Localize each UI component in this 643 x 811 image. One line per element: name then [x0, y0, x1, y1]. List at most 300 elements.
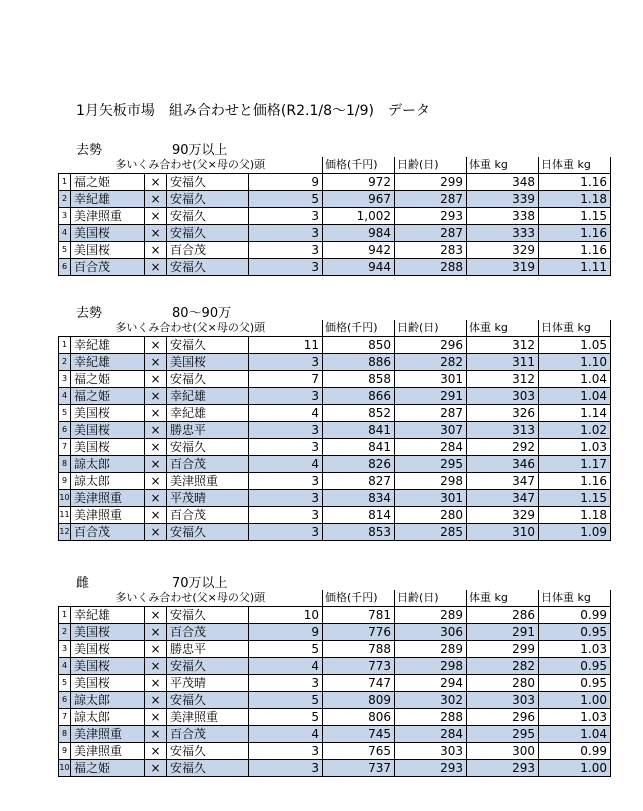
row-number: 3 [59, 208, 71, 225]
dam-sire-cell: 安福久 [167, 658, 249, 675]
dam-sire-cell: 美津照重 [167, 709, 249, 726]
header-row [59, 590, 611, 607]
weight-cell: 299 [467, 641, 539, 658]
row-number: 9 [59, 743, 71, 760]
price-cell: 984 [323, 225, 395, 242]
sire-cell: 美国桜 [71, 405, 145, 422]
count-cell: 10 [249, 607, 323, 624]
row-number: 10 [59, 490, 71, 507]
cross-mark: × [145, 371, 167, 388]
dam-sire-cell: 平茂晴 [167, 490, 249, 507]
row-number: 6 [59, 259, 71, 276]
page-title: 1月矢板市場 組み合わせと価格(R2.1/8〜1/9) データ [76, 103, 430, 119]
section-range: 70万以上 [172, 576, 228, 591]
row-number: 1 [59, 607, 71, 624]
weight-cell: 291 [467, 624, 539, 641]
cross-mark: × [145, 743, 167, 760]
cross-mark: × [145, 259, 167, 276]
cross-mark: × [145, 524, 167, 541]
sire-cell: 福之姫 [71, 760, 145, 777]
cross-mark: × [145, 242, 167, 259]
header-row [59, 157, 611, 174]
price-cell: 852 [323, 405, 395, 422]
row-number: 12 [59, 524, 71, 541]
count-cell: 7 [249, 371, 323, 388]
header-daily-weight: 日体重 kg [539, 320, 611, 337]
table-row [59, 191, 611, 208]
section-label-3 [76, 572, 228, 591]
header-weight: 体重 kg [467, 320, 539, 337]
sire-cell: 美津照重 [71, 507, 145, 524]
cross-mark: × [145, 422, 167, 439]
dam-sire-cell: 幸紀雄 [167, 388, 249, 405]
table-row [59, 354, 611, 371]
row-number: 7 [59, 439, 71, 456]
cross-mark: × [145, 208, 167, 225]
header-age: 日齢(日) [395, 157, 467, 174]
dam-sire-cell: 安福久 [167, 259, 249, 276]
weight-cell: 286 [467, 607, 539, 624]
header-combination: 多いくみ合わせ(父×母の父)頭 [59, 590, 323, 607]
dam-sire-cell: 百合茂 [167, 624, 249, 641]
dam-sire-cell: 勝忠平 [167, 422, 249, 439]
price-cell: 841 [323, 422, 395, 439]
table-row [59, 439, 611, 456]
count-cell: 3 [249, 524, 323, 541]
age-cell: 298 [395, 473, 467, 490]
age-cell: 299 [395, 174, 467, 191]
table-row [59, 607, 611, 624]
weight-cell: 293 [467, 760, 539, 777]
age-cell: 294 [395, 675, 467, 692]
weight-cell: 282 [467, 658, 539, 675]
data-table-2 [58, 320, 611, 541]
age-cell: 284 [395, 726, 467, 743]
sire-cell: 幸紀雄 [71, 607, 145, 624]
cross-mark: × [145, 607, 167, 624]
cross-mark: × [145, 388, 167, 405]
table-row [59, 405, 611, 422]
table-row [59, 242, 611, 259]
age-cell: 280 [395, 507, 467, 524]
row-number: 2 [59, 191, 71, 208]
row-number: 5 [59, 405, 71, 422]
price-cell: 814 [323, 507, 395, 524]
age-cell: 284 [395, 439, 467, 456]
row-number: 11 [59, 507, 71, 524]
age-cell: 301 [395, 371, 467, 388]
dam-sire-cell: 安福久 [167, 337, 249, 354]
row-number: 5 [59, 242, 71, 259]
price-cell: 886 [323, 354, 395, 371]
cross-mark: × [145, 191, 167, 208]
dam-sire-cell: 安福久 [167, 225, 249, 242]
price-cell: 806 [323, 709, 395, 726]
sire-cell: 百合茂 [71, 259, 145, 276]
age-cell: 287 [395, 225, 467, 242]
table-row [59, 259, 611, 276]
count-cell: 4 [249, 405, 323, 422]
header-price: 価格(千円) [323, 157, 395, 174]
daily-weight-cell: 1.11 [539, 259, 611, 276]
header-row [59, 320, 611, 337]
age-cell: 296 [395, 337, 467, 354]
price-cell: 809 [323, 692, 395, 709]
table-row [59, 174, 611, 191]
sire-cell: 幸紀雄 [71, 191, 145, 208]
weight-cell: 339 [467, 191, 539, 208]
row-number: 4 [59, 388, 71, 405]
weight-cell: 310 [467, 524, 539, 541]
table-row [59, 709, 611, 726]
count-cell: 3 [249, 473, 323, 490]
count-cell: 3 [249, 490, 323, 507]
age-cell: 302 [395, 692, 467, 709]
age-cell: 291 [395, 388, 467, 405]
cross-mark: × [145, 658, 167, 675]
dam-sire-cell: 勝忠平 [167, 641, 249, 658]
section-range: 80〜90万 [172, 306, 232, 321]
cross-mark: × [145, 354, 167, 371]
daily-weight-cell: 1.18 [539, 507, 611, 524]
count-cell: 4 [249, 726, 323, 743]
sire-cell: 百合茂 [71, 524, 145, 541]
daily-weight-cell: 0.95 [539, 675, 611, 692]
table-row [59, 473, 611, 490]
age-cell: 306 [395, 624, 467, 641]
sire-cell: 幸紀雄 [71, 337, 145, 354]
daily-weight-cell: 1.04 [539, 388, 611, 405]
sire-cell: 美国桜 [71, 439, 145, 456]
dam-sire-cell: 安福久 [167, 191, 249, 208]
cross-mark: × [145, 337, 167, 354]
daily-weight-cell: 0.95 [539, 624, 611, 641]
table-row [59, 371, 611, 388]
sire-cell: 美国桜 [71, 675, 145, 692]
age-cell: 282 [395, 354, 467, 371]
count-cell: 9 [249, 624, 323, 641]
section-sex: 去勢 [76, 143, 103, 158]
sire-cell: 諒太郎 [71, 473, 145, 490]
cross-mark: × [145, 456, 167, 473]
header-combination: 多いくみ合わせ(父×母の父)頭 [59, 320, 323, 337]
dam-sire-cell: 百合茂 [167, 507, 249, 524]
price-cell: 834 [323, 490, 395, 507]
table-row [59, 225, 611, 242]
sire-cell: 美国桜 [71, 225, 145, 242]
header-daily-weight: 日体重 kg [539, 590, 611, 607]
table-row [59, 456, 611, 473]
table-row [59, 208, 611, 225]
dam-sire-cell: 安福久 [167, 743, 249, 760]
header-age: 日齢(日) [395, 320, 467, 337]
count-cell: 3 [249, 208, 323, 225]
weight-cell: 303 [467, 692, 539, 709]
sire-cell: 諒太郎 [71, 456, 145, 473]
cross-mark: × [145, 439, 167, 456]
table-row [59, 726, 611, 743]
count-cell: 5 [249, 641, 323, 658]
count-cell: 5 [249, 709, 323, 726]
daily-weight-cell: 1.03 [539, 709, 611, 726]
dam-sire-cell: 美津照重 [167, 473, 249, 490]
cross-mark: × [145, 405, 167, 422]
count-cell: 3 [249, 225, 323, 242]
sire-cell: 美津照重 [71, 208, 145, 225]
dam-sire-cell: 安福久 [167, 692, 249, 709]
daily-weight-cell: 1.10 [539, 354, 611, 371]
count-cell: 3 [249, 507, 323, 524]
price-cell: 942 [323, 242, 395, 259]
row-number: 1 [59, 337, 71, 354]
weight-cell: 296 [467, 709, 539, 726]
daily-weight-cell: 1.17 [539, 456, 611, 473]
count-cell: 3 [249, 760, 323, 777]
dam-sire-cell: 安福久 [167, 524, 249, 541]
table-row [59, 760, 611, 777]
dam-sire-cell: 百合茂 [167, 242, 249, 259]
count-cell: 4 [249, 456, 323, 473]
cross-mark: × [145, 490, 167, 507]
cross-mark: × [145, 473, 167, 490]
sire-cell: 幸紀雄 [71, 354, 145, 371]
age-cell: 307 [395, 422, 467, 439]
table-row [59, 507, 611, 524]
age-cell: 283 [395, 242, 467, 259]
dam-sire-cell: 幸紀雄 [167, 405, 249, 422]
daily-weight-cell: 1.00 [539, 692, 611, 709]
weight-cell: 329 [467, 242, 539, 259]
count-cell: 3 [249, 242, 323, 259]
row-number: 2 [59, 624, 71, 641]
daily-weight-cell: 1.14 [539, 405, 611, 422]
sire-cell: 美国桜 [71, 658, 145, 675]
daily-weight-cell: 1.03 [539, 439, 611, 456]
price-cell: 944 [323, 259, 395, 276]
cross-mark: × [145, 692, 167, 709]
count-cell: 3 [249, 259, 323, 276]
dam-sire-cell: 安福久 [167, 174, 249, 191]
price-cell: 776 [323, 624, 395, 641]
weight-cell: 295 [467, 726, 539, 743]
weight-cell: 280 [467, 675, 539, 692]
price-cell: 745 [323, 726, 395, 743]
cross-mark: × [145, 709, 167, 726]
row-number: 5 [59, 675, 71, 692]
header-price: 価格(千円) [323, 590, 395, 607]
header-price: 価格(千円) [323, 320, 395, 337]
row-number: 9 [59, 473, 71, 490]
price-cell: 1,002 [323, 208, 395, 225]
header-combination: 多いくみ合わせ(父×母の父)頭 [59, 157, 323, 174]
row-number: 8 [59, 456, 71, 473]
weight-cell: 312 [467, 371, 539, 388]
age-cell: 289 [395, 607, 467, 624]
weight-cell: 319 [467, 259, 539, 276]
sire-cell: 美国桜 [71, 242, 145, 259]
sire-cell: 福之姫 [71, 174, 145, 191]
age-cell: 285 [395, 524, 467, 541]
daily-weight-cell: 0.99 [539, 743, 611, 760]
row-number: 2 [59, 354, 71, 371]
data-table-3 [58, 590, 611, 777]
count-cell: 3 [249, 354, 323, 371]
weight-cell: 303 [467, 388, 539, 405]
cross-mark: × [145, 641, 167, 658]
price-cell: 850 [323, 337, 395, 354]
row-number: 1 [59, 174, 71, 191]
table-row [59, 337, 611, 354]
header-daily-weight: 日体重 kg [539, 157, 611, 174]
price-cell: 853 [323, 524, 395, 541]
age-cell: 301 [395, 490, 467, 507]
price-cell: 788 [323, 641, 395, 658]
table-row [59, 675, 611, 692]
cross-mark: × [145, 624, 167, 641]
row-number: 8 [59, 726, 71, 743]
weight-cell: 329 [467, 507, 539, 524]
weight-cell: 326 [467, 405, 539, 422]
dam-sire-cell: 平茂晴 [167, 675, 249, 692]
daily-weight-cell: 1.16 [539, 225, 611, 242]
data-table-1 [58, 157, 611, 276]
age-cell: 293 [395, 208, 467, 225]
daily-weight-cell: 1.09 [539, 524, 611, 541]
table-row [59, 422, 611, 439]
price-cell: 765 [323, 743, 395, 760]
table-row [59, 658, 611, 675]
age-cell: 288 [395, 709, 467, 726]
age-cell: 287 [395, 405, 467, 422]
weight-cell: 338 [467, 208, 539, 225]
count-cell: 3 [249, 439, 323, 456]
price-cell: 841 [323, 439, 395, 456]
row-number: 10 [59, 760, 71, 777]
price-cell: 866 [323, 388, 395, 405]
sire-cell: 美津照重 [71, 726, 145, 743]
table-row [59, 692, 611, 709]
section-label-2 [76, 302, 231, 321]
age-cell: 298 [395, 658, 467, 675]
cross-mark: × [145, 507, 167, 524]
weight-cell: 348 [467, 174, 539, 191]
table-row [59, 624, 611, 641]
price-cell: 858 [323, 371, 395, 388]
price-cell: 826 [323, 456, 395, 473]
daily-weight-cell: 1.18 [539, 191, 611, 208]
dam-sire-cell: 安福久 [167, 208, 249, 225]
age-cell: 289 [395, 641, 467, 658]
daily-weight-cell: 1.04 [539, 726, 611, 743]
daily-weight-cell: 1.04 [539, 371, 611, 388]
daily-weight-cell: 1.16 [539, 242, 611, 259]
section-sex: 去勢 [76, 306, 103, 321]
dam-sire-cell: 美国桜 [167, 354, 249, 371]
dam-sire-cell: 安福久 [167, 760, 249, 777]
daily-weight-cell: 0.95 [539, 658, 611, 675]
count-cell: 11 [249, 337, 323, 354]
header-weight: 体重 kg [467, 157, 539, 174]
row-number: 4 [59, 225, 71, 242]
sire-cell: 美津照重 [71, 490, 145, 507]
weight-cell: 300 [467, 743, 539, 760]
dam-sire-cell: 百合茂 [167, 726, 249, 743]
price-cell: 781 [323, 607, 395, 624]
daily-weight-cell: 1.15 [539, 490, 611, 507]
daily-weight-cell: 1.05 [539, 337, 611, 354]
price-cell: 737 [323, 760, 395, 777]
row-number: 4 [59, 658, 71, 675]
table-row [59, 524, 611, 541]
section-sex: 雌 [76, 576, 90, 591]
weight-cell: 313 [467, 422, 539, 439]
daily-weight-cell: 1.15 [539, 208, 611, 225]
weight-cell: 333 [467, 225, 539, 242]
row-number: 6 [59, 692, 71, 709]
price-cell: 773 [323, 658, 395, 675]
sire-cell: 美国桜 [71, 624, 145, 641]
count-cell: 5 [249, 191, 323, 208]
age-cell: 303 [395, 743, 467, 760]
table-row [59, 743, 611, 760]
count-cell: 9 [249, 174, 323, 191]
count-cell: 3 [249, 743, 323, 760]
daily-weight-cell: 0.99 [539, 607, 611, 624]
weight-cell: 346 [467, 456, 539, 473]
table-row [59, 641, 611, 658]
daily-weight-cell: 1.16 [539, 473, 611, 490]
count-cell: 3 [249, 422, 323, 439]
header-age: 日齢(日) [395, 590, 467, 607]
sire-cell: 美津照重 [71, 743, 145, 760]
sire-cell: 美国桜 [71, 422, 145, 439]
weight-cell: 347 [467, 490, 539, 507]
header-weight: 体重 kg [467, 590, 539, 607]
count-cell: 3 [249, 388, 323, 405]
price-cell: 967 [323, 191, 395, 208]
price-cell: 972 [323, 174, 395, 191]
section-range: 90万以上 [172, 143, 228, 158]
age-cell: 295 [395, 456, 467, 473]
dam-sire-cell: 安福久 [167, 607, 249, 624]
cross-mark: × [145, 225, 167, 242]
price-cell: 827 [323, 473, 395, 490]
row-number: 3 [59, 641, 71, 658]
table-row [59, 490, 611, 507]
count-cell: 4 [249, 658, 323, 675]
age-cell: 287 [395, 191, 467, 208]
weight-cell: 292 [467, 439, 539, 456]
daily-weight-cell: 1.03 [539, 641, 611, 658]
sire-cell: 福之姫 [71, 388, 145, 405]
age-cell: 293 [395, 760, 467, 777]
row-number: 6 [59, 422, 71, 439]
cross-mark: × [145, 675, 167, 692]
price-cell: 747 [323, 675, 395, 692]
dam-sire-cell: 安福久 [167, 439, 249, 456]
sire-cell: 福之姫 [71, 371, 145, 388]
row-number: 7 [59, 709, 71, 726]
count-cell: 3 [249, 675, 323, 692]
age-cell: 288 [395, 259, 467, 276]
dam-sire-cell: 安福久 [167, 371, 249, 388]
daily-weight-cell: 1.16 [539, 174, 611, 191]
dam-sire-cell: 百合茂 [167, 456, 249, 473]
row-number: 3 [59, 371, 71, 388]
sire-cell: 諒太郎 [71, 692, 145, 709]
table-row [59, 388, 611, 405]
section-label-1 [76, 139, 228, 158]
